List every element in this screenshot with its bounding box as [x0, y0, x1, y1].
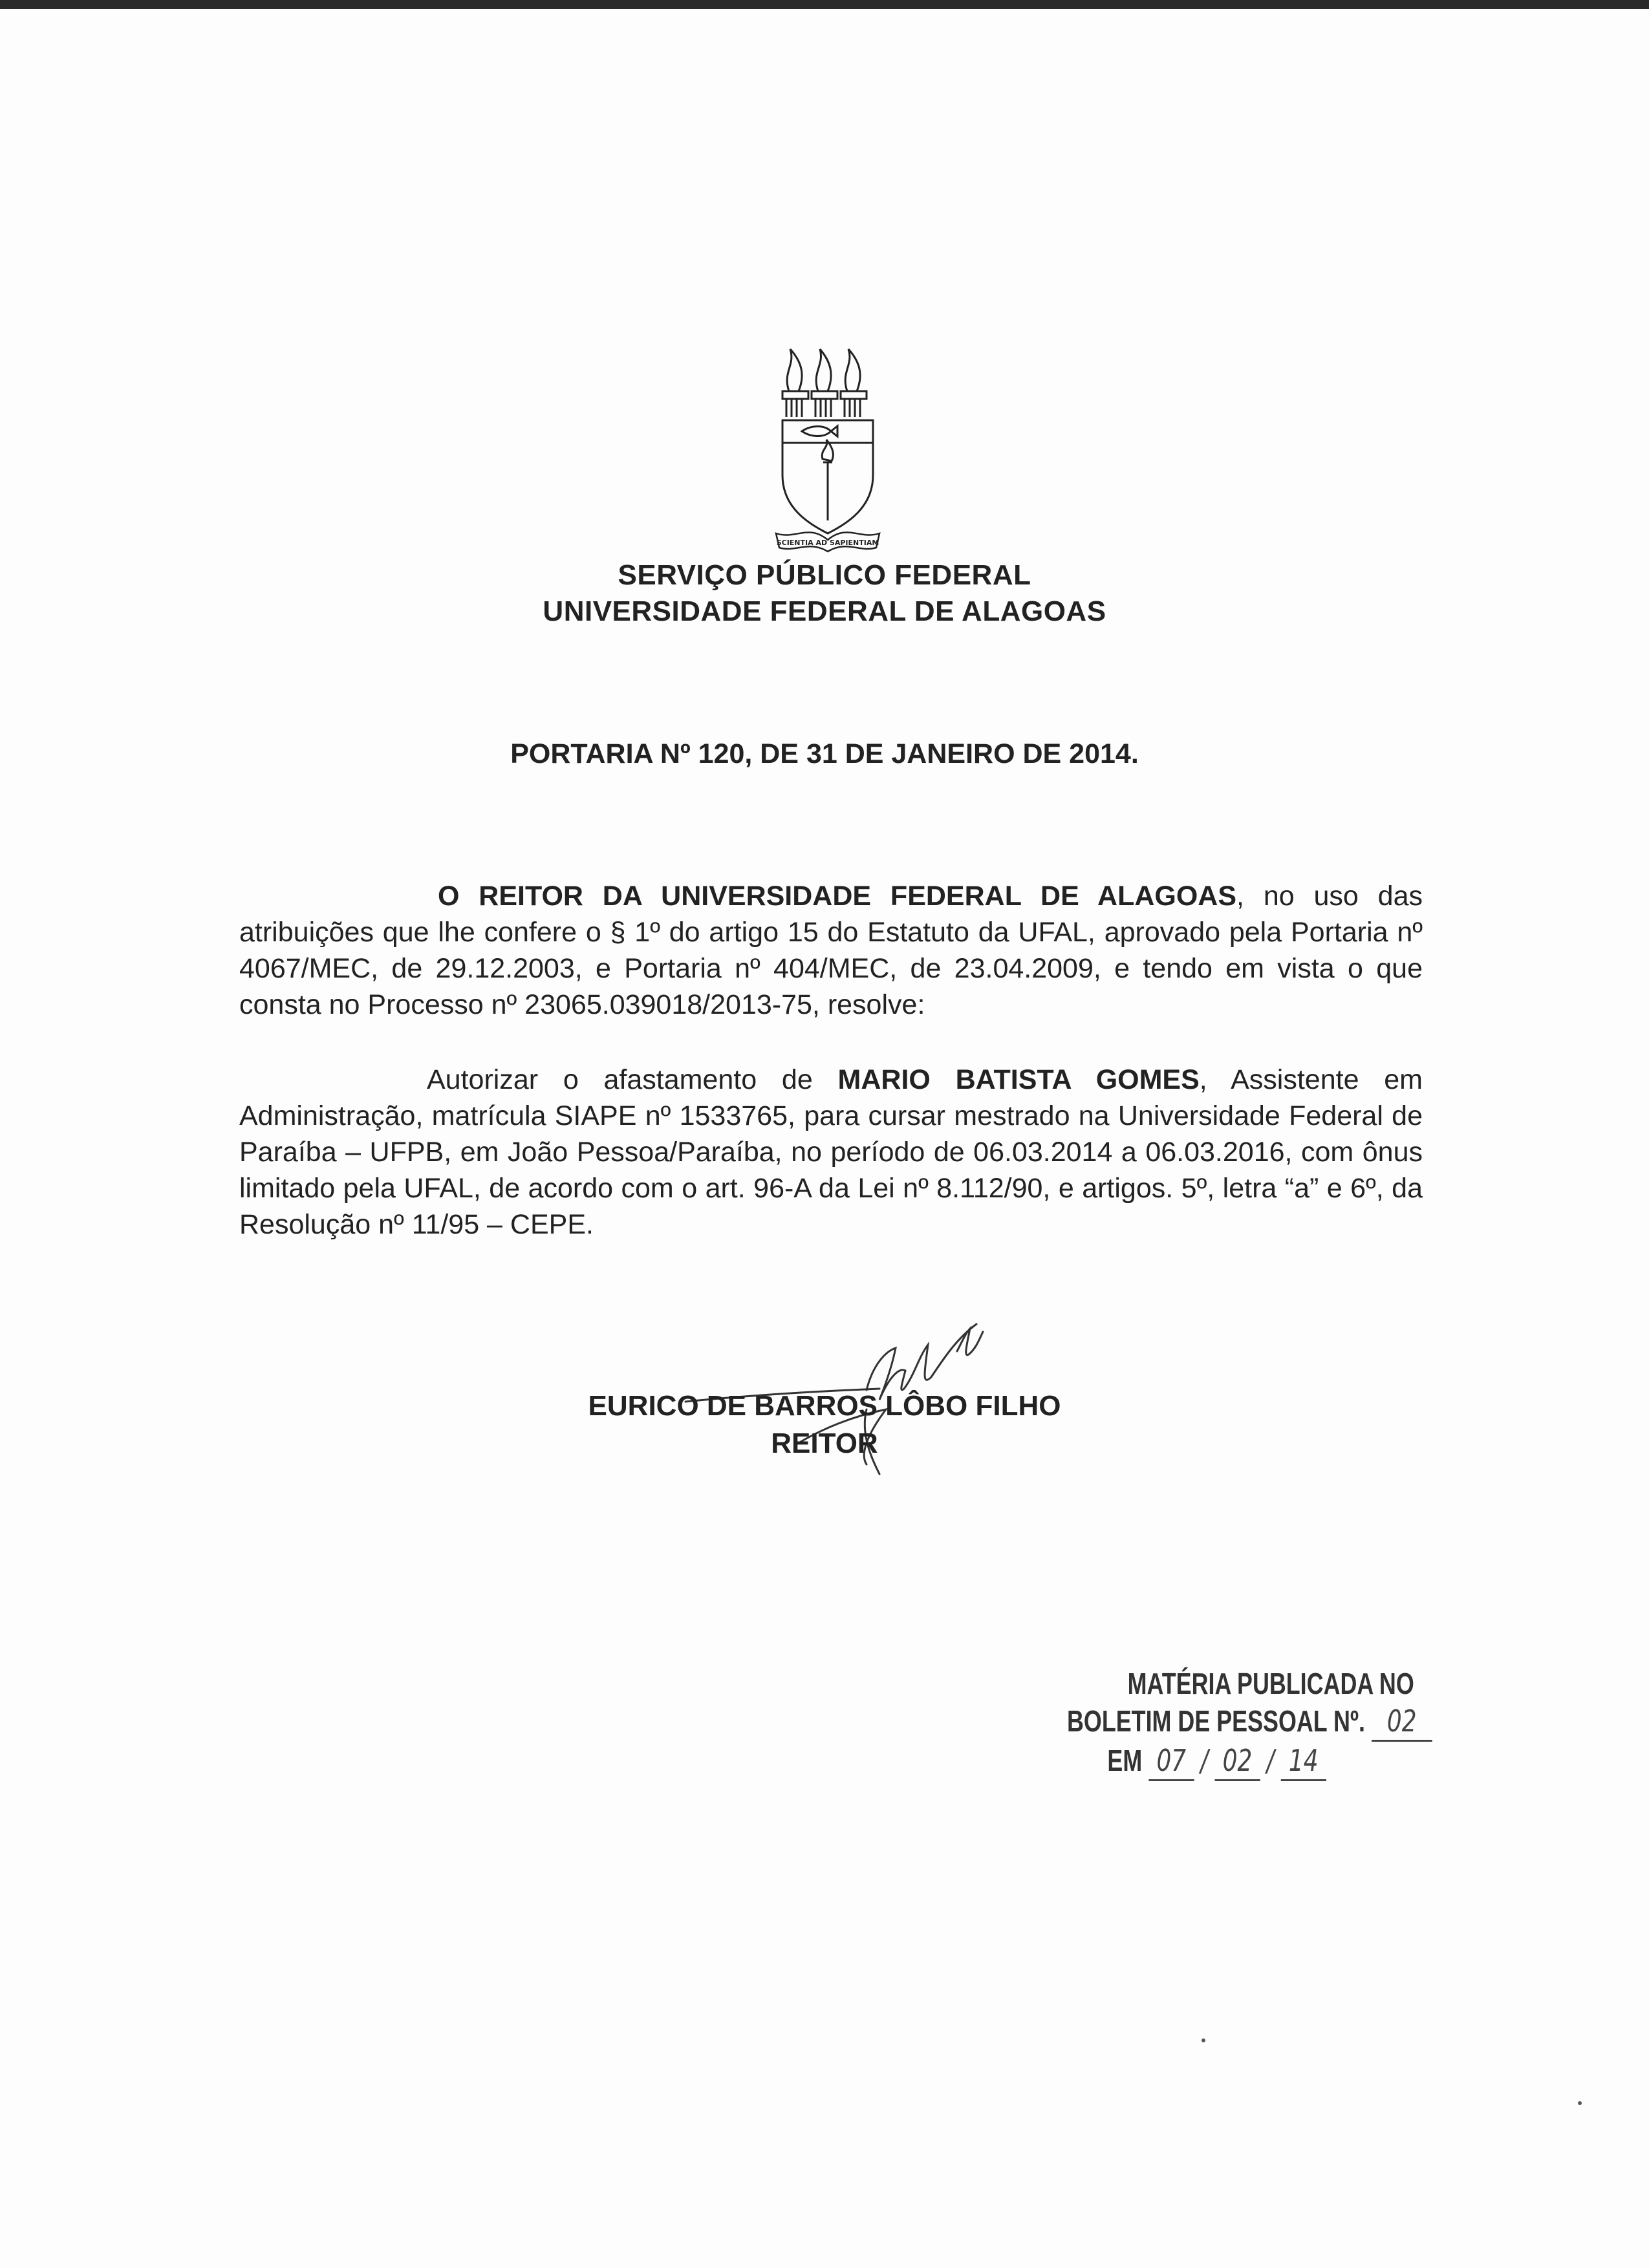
- stamp-date-year: 14: [1281, 1742, 1326, 1781]
- document-header: [0, 557, 1649, 630]
- portaria-title: PORTARIA Nº 120, DE 31 DE JANEIRO DE 2014.: [510, 738, 1139, 769]
- scan-top-edge: [0, 0, 1649, 9]
- stamp-date-sep-2: /: [1266, 1743, 1275, 1778]
- stamp-date-day: 07: [1148, 1742, 1194, 1781]
- scan-speck: [1202, 2038, 1205, 2042]
- p2-start-text: Autorizar o afastamento de: [427, 1064, 838, 1095]
- body-paragraph-1: [239, 878, 1423, 1023]
- header-line-1: SERVIÇO PÚBLICO FEDERAL: [618, 559, 1031, 591]
- stamp-line-2: [1067, 1702, 1417, 1742]
- p1-bold-lead: O REITOR DA UNIVERSIDADE FEDERAL DE ALAGOAS: [438, 881, 1237, 912]
- signer-role: REITOR: [771, 1428, 878, 1459]
- body-paragraph-2: [239, 1062, 1423, 1243]
- university-crest-logo: [770, 346, 886, 553]
- p2-employee-name: MARIO BATISTA GOMES: [837, 1064, 1200, 1095]
- signer-name: EURICO DE BARROS LÔBO FILHO: [588, 1390, 1061, 1422]
- scan-speck: [1578, 2101, 1582, 2105]
- stamp-line-3: [1067, 1742, 1370, 1781]
- stamp-date-sep-1: /: [1200, 1743, 1209, 1778]
- publication-stamp: [1067, 1665, 1417, 1781]
- p2-text: , Assistente em Administração, matrícula SIAPE nº 1533765, para cursar mestrado na Universidade Federal de Paraíba – UFPB, em João Pessoa/Paraíba, no período de 06.03.2014 a 06.03.2016, com ônus limitado pela UFAL, de acordo com o art. 96-A da Lei nº 8.112/90, e artigos. 5º, letra “a” e 6º, da Resolução nº 11/95 – CEPE.: [239, 1064, 1423, 1240]
- stamp-date-month: 02: [1214, 1742, 1260, 1781]
- header-line-2: UNIVERSIDADE FEDERAL DE ALAGOAS: [543, 595, 1106, 627]
- stamp-boletim-number: 02: [1372, 1702, 1432, 1742]
- stamp-em-label: EM: [1107, 1744, 1143, 1777]
- stamp-line-1: MATÉRIA PUBLICADA NO: [1127, 1667, 1414, 1700]
- stamp-boletim-label: BOLETIM DE PESSOAL Nº.: [1067, 1704, 1365, 1738]
- crest-motto: SCIENTIA AD SAPIENTIAM: [776, 539, 879, 547]
- p1-text: , no uso das atribuições que lhe confere o § 1º do artigo 15 do Estatuto da UFAL, aprovado pela Portaria nº 4067/MEC, de 29.12.2003, e Portaria nº 404/MEC, de 23.04.2009, e tendo em vista o que consta no Processo nº 23065.039018/2013-75, resolve:: [239, 881, 1423, 1020]
